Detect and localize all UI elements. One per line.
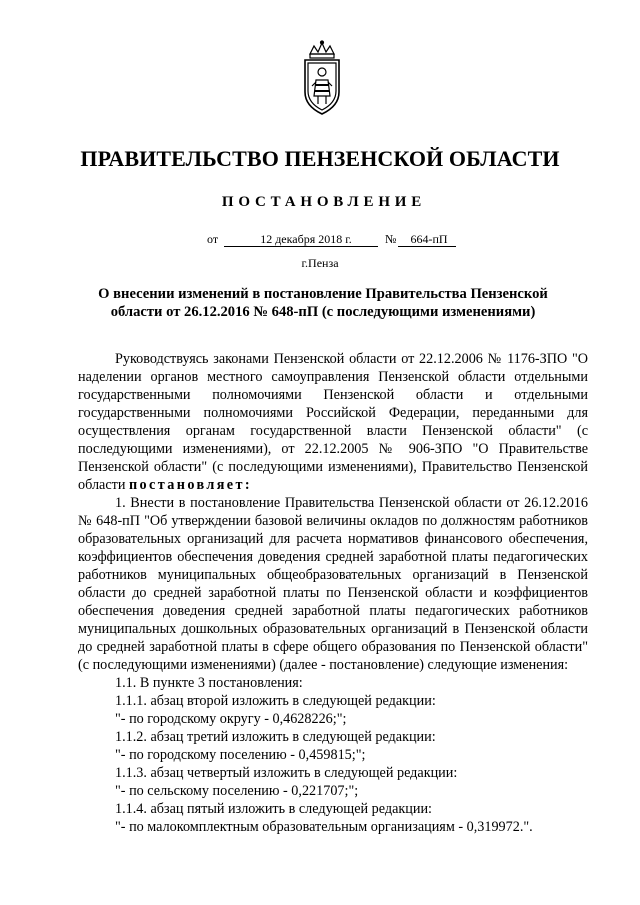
preamble-text: Руководствуясь законами Пензенской области от 22.12.2006 № 1176-ЗПО "О наделении органов местного самоуправления Пензенской области отдельными государственными полномочиями Пензенской области и отдельными государственными полномочиями Российской Федерации, переданными для осуществления органам государственной власти Пензенской области" (с последующими изменениями), от 22.12.2005 № 906-ЗПО "О Правительстве Пензенской области" (с последующими изменениями), Правительство Пензенской области (78, 351, 588, 493)
document-type: ПОСТАНОВЛЕНИЕ (221, 194, 427, 210)
coat-of-arms-emblem (296, 40, 348, 120)
item-1-1: 1.1. В пункте 3 постановления: (115, 675, 303, 691)
preamble-paragraph (78, 350, 588, 494)
document-number: 664-пП (398, 232, 456, 247)
number-prefix: № (385, 232, 397, 246)
date-number-row (0, 230, 640, 248)
city: г.Пенза (301, 256, 339, 270)
date-prefix: от (207, 232, 219, 246)
document-date: 12 декабря 2018 г. (224, 232, 378, 247)
item-1-1-2: 1.1.2. абзац третий изложить в следующей редакции: (115, 729, 436, 745)
item-1-1-1: 1.1.1. абзац второй изложить в следующей редакции: (115, 693, 436, 709)
item-1-1-3: 1.1.3. абзац четвертый изложить в следующей редакции: (115, 765, 458, 781)
government-title: ПРАВИТЕЛЬСТВО ПЕНЗЕНСКОЙ ОБЛАСТИ (80, 146, 560, 171)
item-1-1-2-text: "- по городскому поселению - 0,459815;"; (115, 747, 366, 763)
item-1-1-4: 1.1.4. абзац пятый изложить в следующей редакции: (115, 801, 432, 817)
document-body (78, 350, 588, 836)
resolves-word: постановляет: (128, 477, 253, 493)
item-1-1-4-text: "- по малокомплектным образовательным организациям - 0,319972.". (115, 819, 533, 835)
document-subject: О внесении изменений в постановление Правительства Пензенской области от 26.12.2016 № 648-пП (с последующими изменениями) (98, 286, 548, 320)
item-1-1-1-text: "- по городскому округу - 0,4628226;"; (115, 711, 347, 727)
item-1-paragraph: 1. Внести в постановление Правительства Пензенской области от 26.12.2016 № 648-пП "Об утверждении базовой величины окладов по должностям работников образовательных организаций для расчета нормативов финансового обеспечения, коэффициентов обеспечения доведения средней заработной платы педагогических работников муниципальных общеобразовательных организаций в Пензенской области до средней заработной платы по Пензенской области и коэффициентов обеспечения доведения средней заработной платы педагогических работников муниципальных дошкольных образовательных организаций в Пензенской области до средней заработной платы в сфере общего образования по Пензенской области" (с последующими изменениями) (далее - постановление) следующие изменения: (78, 495, 588, 673)
item-1-1-3-text: "- по сельскому поселению - 0,221707;"; (115, 783, 359, 799)
